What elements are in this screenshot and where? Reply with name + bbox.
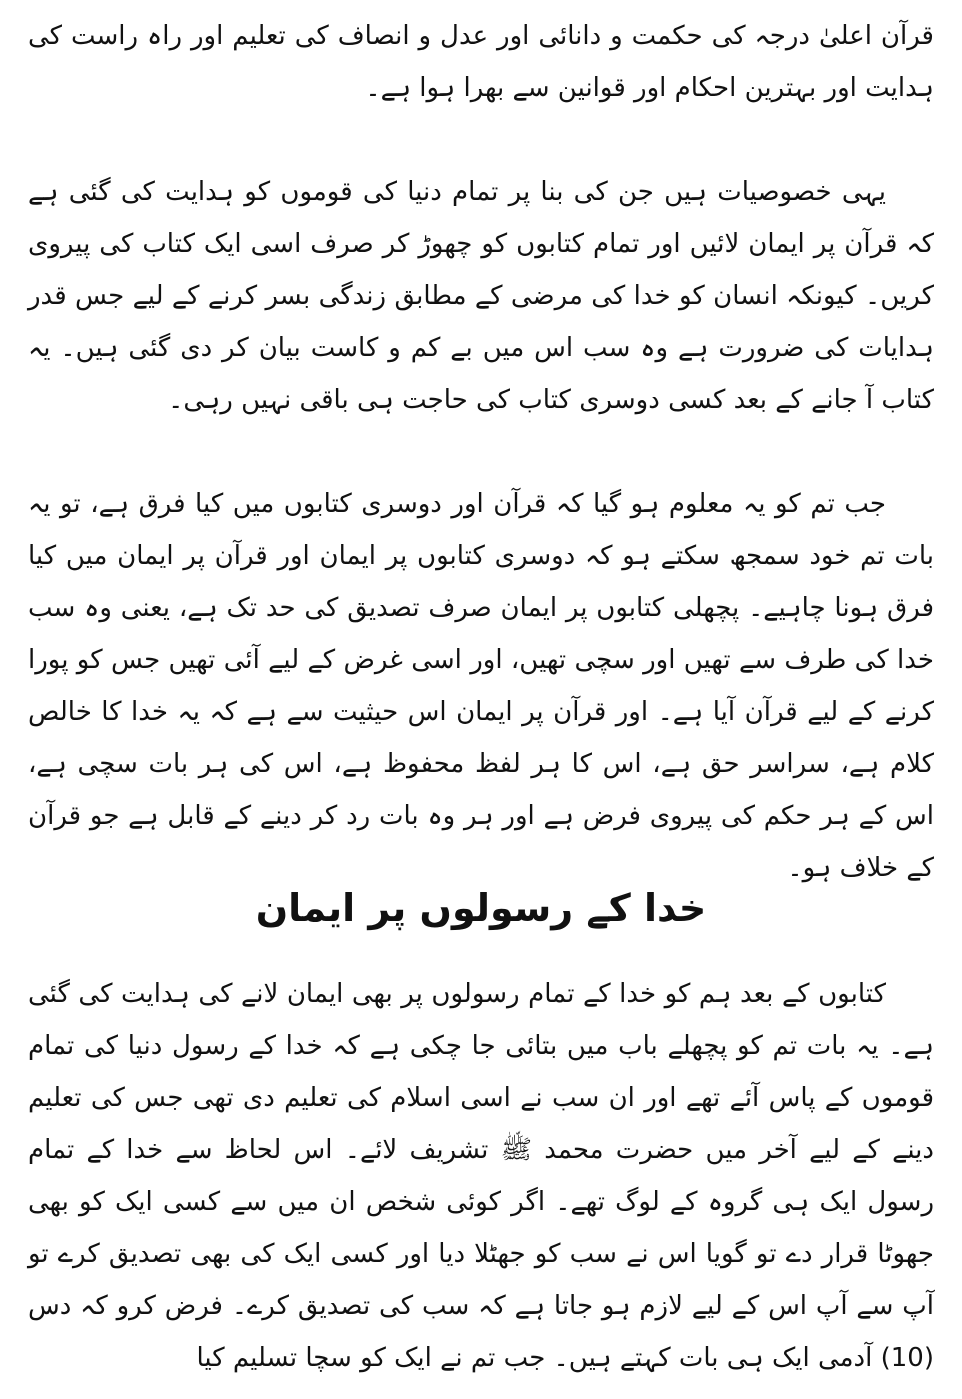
- paragraph-messengers: کتابوں کے بعد ہم کو خدا کے تمام رسولوں پر بھی ایمان لانے کی ہدایت کی گئی ہے۔ یہ بات تم کو پچھلے باب میں بتائی جا چکی ہے کہ خدا کے رسول دنیا کی تمام قوموں کے پاس آئے تھے اور ان سب نے اسی اسلام کی تعلیم دی تھی جس کی تعلیم دینے کے لیے آخر میں حضرت محمد ﷺ تشریف لائے۔ اس لحاظ سے خدا کے تمام رسول ایک ہی گروہ کے لوگ تھے۔ اگر کوئی شخص ان میں سے کسی ایک کو بھی جھوٹا قرار دے تو گویا اس نے سب کو جھٹلا دیا اور کسی ایک کی بھی تصدیق کرے تو آپ سے آپ اس کے لیے لازم ہو جاتا ہے کہ سب کی تصدیق کرے۔ فرض کرو کہ دس (10) آدمی ایک ہی بات کہتے ہیں۔ جب تم نے ایک کو سچا تسلیم کیا: [28, 979, 934, 1373]
- section-heading: خدا کے رسولوں پر ایمان: [255, 886, 707, 930]
- paragraph-quran-wisdom: قرآن اعلیٰ درجہ کی حکمت و دانائی اور عدل و انصاف کی تعلیم اور راہ راست کی ہدایت اور بہترین احکام اور قوانین سے بھرا ہوا ہے۔: [28, 21, 934, 103]
- document-page: [28, 8, 934, 1392]
- paragraph-quran-characteristics: یہی خصوصیات ہیں جن کی بنا پر تمام دنیا کی قوموں کو ہدایت کی گئی ہے کہ قرآن پر ایمان لائیں اور تمام کتابوں کو چھوڑ کر صرف اسی ایک کتاب کی پیروی کریں۔ کیونکہ انسان کو خدا کی مرضی کے مطابق زندگی بسر کرنے کے لیے جس قدر ہدایات کی ضرورت ہے وہ سب اس میں بے کم و کاست بیان کر دی گئی ہیں۔ یہ کتاب آ جانے کے بعد کسی دوسری کتاب کی حاجت ہی باقی نہیں رہی۔: [28, 177, 934, 415]
- paragraph-quran-difference: جب تم کو یہ معلوم ہو گیا کہ قرآن اور دوسری کتابوں میں کیا فرق ہے، تو یہ بات تم خود سمجھ سکتے ہو کہ دوسری کتابوں پر ایمان اور قرآن پر ایمان میں کیا فرق ہونا چاہیے۔ پچھلی کتابوں پر ایمان صرف تصدیق کی حد تک ہے، یعنی وہ سب خدا کی طرف سے تھیں اور سچی تھیں، اور اسی غرض کے لیے آئی تھیں جس کو پورا کرنے کے لیے قرآن آیا ہے۔ اور قرآن پر ایمان اس حیثیت سے ہے کہ یہ خدا کا خالص کلام ہے، سراسر حق ہے، اس کا ہر لفظ محفوظ ہے، اس کی ہر بات سچی ہے، اس کے ہر حکم کی پیروی فرض ہے اور ہر وہ بات رد کر دینے کے قابل ہے جو قرآن کے خلاف ہو۔: [28, 489, 934, 883]
